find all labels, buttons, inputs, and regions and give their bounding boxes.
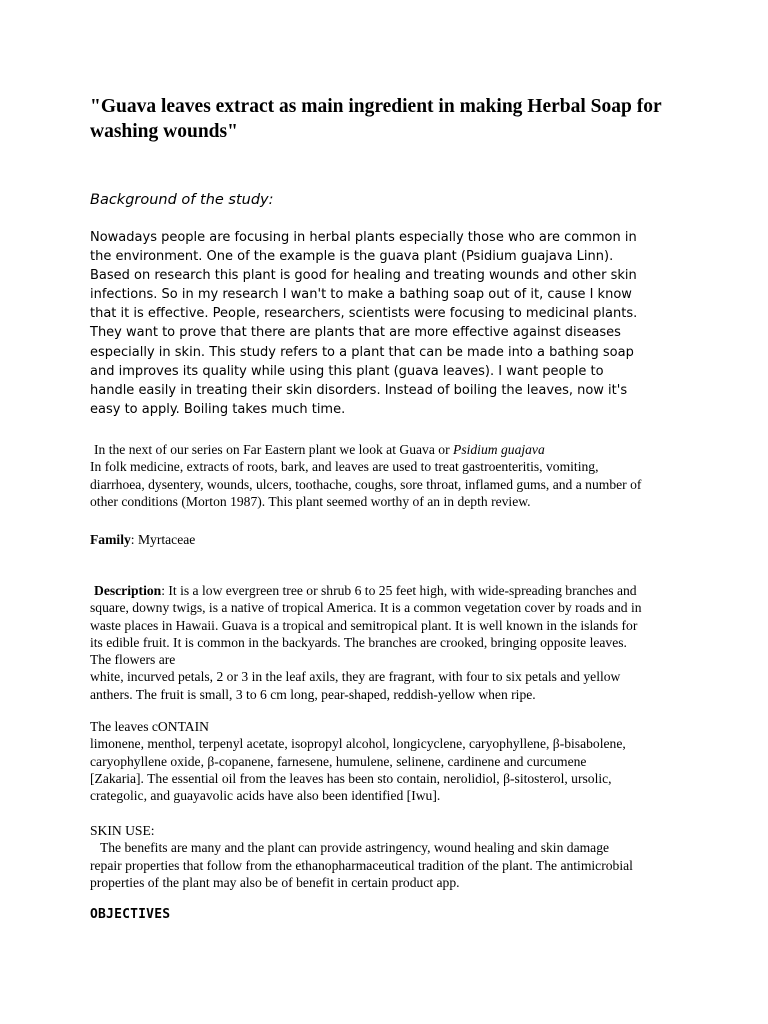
species-name: Psidium guajava — [453, 442, 545, 457]
skin-use-paragraph — [90, 822, 690, 891]
description-paragraph — [90, 582, 690, 703]
intro-lead-line — [90, 441, 690, 458]
leaves-line: crategolic, and guayavolic acids have also been identified [Iwu]. — [90, 788, 441, 804]
description-label: Description — [94, 583, 162, 598]
description-line: square, downy twigs, is a native of tropical America. It is a common vegetation cover by roads and in — [90, 600, 642, 616]
background-line: and improves its quality while using this plant (guava leaves). I want people to — [90, 363, 604, 379]
background-line: infections. So in my research I wan't to make a bathing soap out of it, cause I know — [90, 287, 632, 303]
leaves-line: [Zakaria]. The essential oil from the leaves has been sto contain, nerolidiol, β-sitosterol, ursolic, — [90, 770, 612, 786]
skin-use-heading: SKIN USE: — [90, 823, 155, 838]
background-paragraph — [90, 228, 690, 419]
background-line: handle easily in treating their skin disorders. Instead of boiling the leaves, now it's — [90, 382, 628, 398]
objectives-heading: OBJECTIVES — [90, 907, 171, 922]
skin-use-line: properties of the plant may also be of benefit in certain product app. — [90, 874, 460, 890]
background-line: Based on research this plant is good for healing and treating wounds and other skin — [90, 268, 637, 284]
background-line: Nowadays people are focusing in herbal plants especially those who are common in — [90, 230, 637, 245]
leaves-line: limonene, menthol, terpenyl acetate, isopropyl alcohol, longicyclene, caryophyllene, β-bisabolene, — [90, 736, 626, 752]
skin-use-line: repair properties that follow from the ethanopharmaceutical tradition of the plant. The antimicrobial — [90, 857, 633, 873]
family-label: Family — [90, 532, 131, 547]
intro-line: In folk medicine, extracts of roots, bark, and leaves are used to treat gastroenteritis, vomiting, — [90, 459, 599, 475]
intro-paragraph — [90, 441, 690, 510]
description-line: white, incurved petals, 2 or 3 in the leaf axils, they are fragrant, with four to six petals and yellow — [90, 669, 621, 685]
background-line: They want to prove that there are plants that are more effective against diseases — [90, 325, 621, 341]
background-line: the environment. One of the example is the guava plant (Psidium guajava Linn). — [90, 249, 614, 265]
background-line: that it is effective. People, researchers, scientists were focusing to medicinal plants. — [90, 306, 638, 322]
description-first-line: : It is a low evergreen tree or shrub 6 to 25 feet high, with wide-spreading branches and — [161, 583, 637, 598]
background-line: easy to apply. Boiling takes much time. — [90, 401, 346, 417]
leaves-line: caryophyllene oxide, β-copanene, farnesene, humulene, selinene, cardinene and curcumene — [90, 753, 587, 769]
description-line: anthers. The fruit is small, 3 to 6 cm long, pear-shaped, reddish-yellow when ripe. — [90, 686, 536, 702]
intro-line: other conditions (Morton 1987). This plant seemed worthy of an in depth review. — [90, 493, 531, 509]
family-line — [90, 531, 690, 548]
background-heading: Background of the study: — [90, 192, 274, 208]
description-line: waste places in Hawaii. Guava is a tropical and semitropical plant. It is well known in the islands for — [90, 617, 638, 633]
intro-line: diarrhoea, dysentery, wounds, ulcers, toothache, coughs, sore throat, inflamed gums, and a number of — [90, 476, 642, 492]
family-value: : Myrtaceae — [130, 532, 196, 547]
skin-use-line: The benefits are many and the plant can provide astringency, wound healing and skin damage — [90, 840, 610, 856]
description-line: The flowers are — [90, 652, 176, 668]
background-line: especially in skin. This study refers to a plant that can be made into a bathing soap — [90, 344, 634, 360]
intro-lead: In the next of our series on Far Eastern plant we look at Guava or — [94, 442, 450, 457]
leaves-heading: The leaves cONTAIN — [90, 719, 209, 734]
description-line: its edible fruit. It is common in the backyards. The branches are crooked, bringing opposite leaves. — [90, 634, 627, 650]
document-title: "Guava leaves extract as main ingredient in making Herbal Soap for washing wounds" — [90, 96, 662, 142]
leaves-paragraph — [90, 718, 690, 804]
